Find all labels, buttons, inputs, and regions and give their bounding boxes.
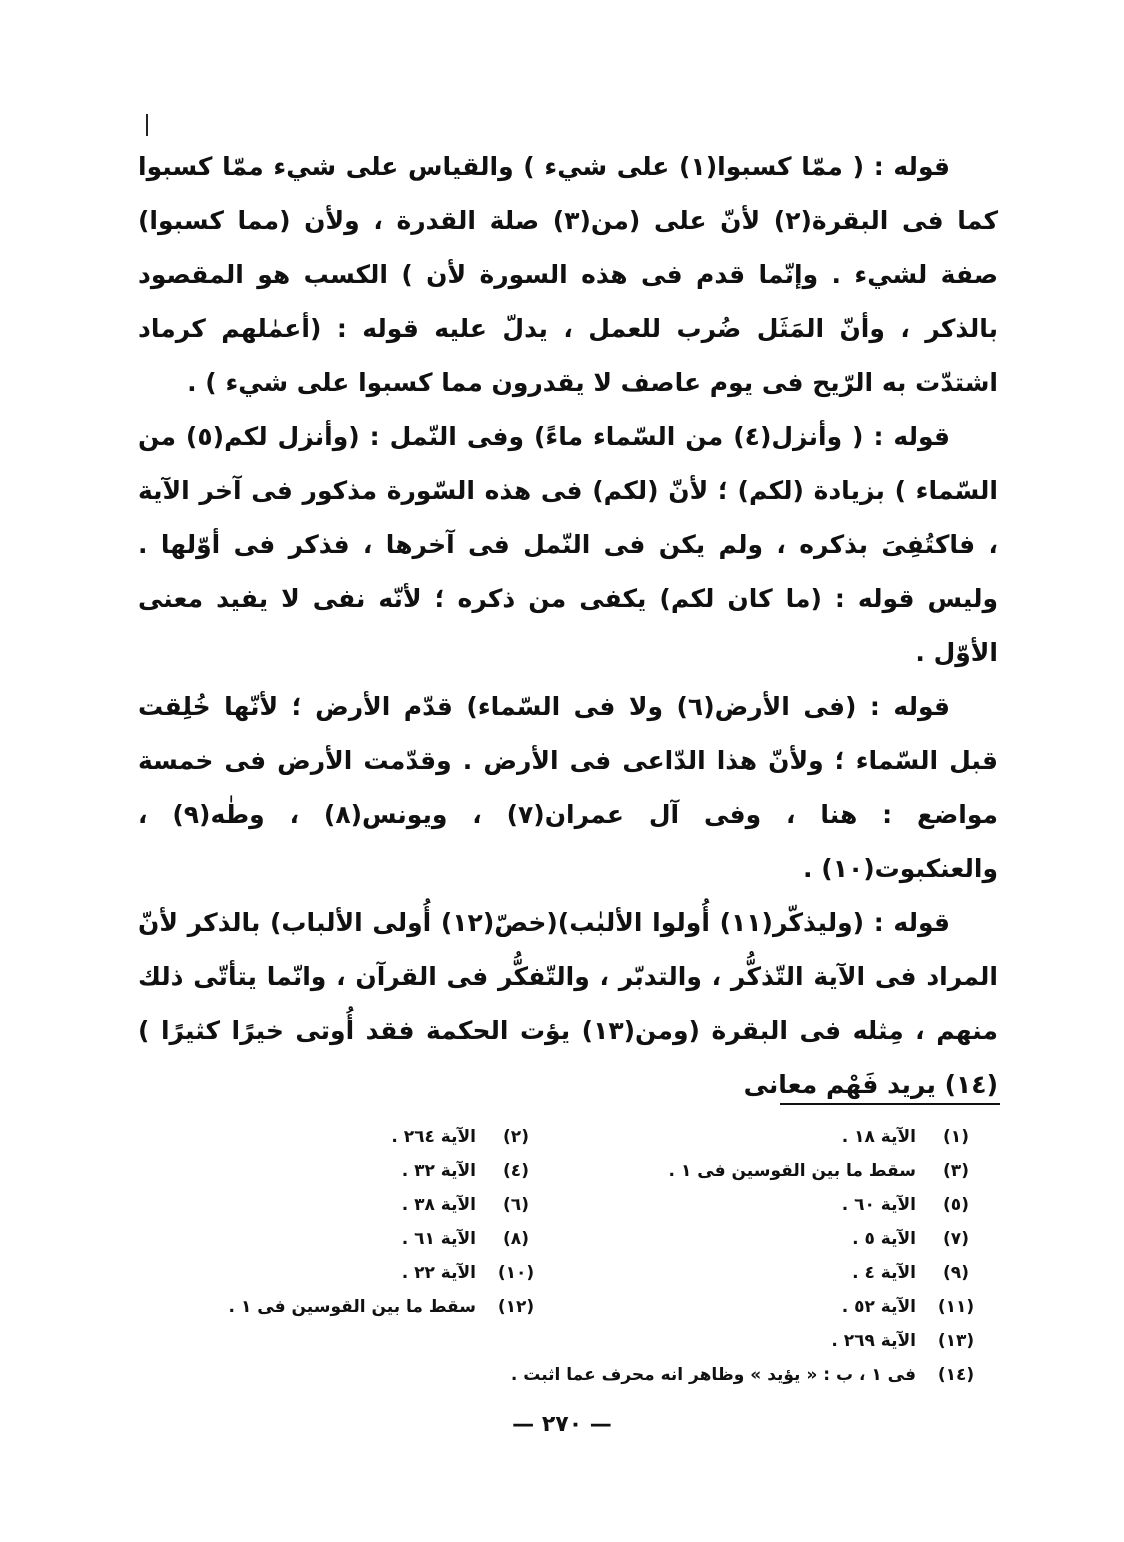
footnote-number: (٩) bbox=[943, 1263, 969, 1283]
footnotes-left-column bbox=[144, 1120, 544, 1324]
paragraph: قوله : ( ممّا كسبوا(١) على شيء ) والقياس على شيء ممّا كسبوا كما فى البقرة(٢) لأنّ على (من(٣) صلة القدرة ، ولأن (مما كسبوا) صفة لشيء . وإنّما قدم فى هذه السورة لأن ) الكسب هو المقصود بالذكر ، وأنّ المَثَل ضُرب للعمل ، يدلّ عليه قوله : (أعمٰلهم كرماد اشتدّت به الرّيح فى يوم عاصف لا يقدرون مما كسبوا على شيء ) . bbox=[138, 152, 998, 397]
main-text bbox=[138, 140, 998, 1112]
footnote-text: الآية ٦١ . bbox=[401, 1229, 476, 1249]
footnote-number: (٨) bbox=[503, 1229, 529, 1249]
footnote-number: (١٢) bbox=[497, 1297, 535, 1317]
footnote bbox=[144, 1290, 544, 1324]
footnote bbox=[524, 1154, 984, 1188]
footnote bbox=[524, 1290, 984, 1324]
footnote bbox=[144, 1188, 544, 1222]
scan-mark bbox=[146, 114, 148, 136]
paragraph: قوله : (وليذكّر(١١) أُولوا الألبٰب)(خصّ(١٢) أُولى الألباب) بالذكر لأنّ المراد فى الآية التّذكُّر ، والتدبّر ، والتّفكُّر فى القرآن ، وانّما يتأتّى ذلك منهم ، مِثله فى البقرة (ومن(١٣) يؤت الحكمة فقد أُوتى خيرًا كثيرًا )(١٤) يريد فَهْم معانى bbox=[138, 908, 998, 1099]
footnote-text: الآية ٥٢ . bbox=[841, 1297, 916, 1317]
footnote-text: الآية ٢٦٩ . bbox=[831, 1331, 916, 1351]
footnote-text: الآية ٤ . bbox=[852, 1263, 916, 1283]
footnote bbox=[524, 1188, 984, 1222]
page-number: — ٢٧٠ — bbox=[512, 1412, 612, 1437]
footnote bbox=[524, 1324, 984, 1358]
footnote-number: (١) bbox=[943, 1127, 969, 1147]
footnote-text: الآية ٣٨ . bbox=[401, 1195, 476, 1215]
footnote-text: الآية ٦٠ . bbox=[841, 1195, 916, 1215]
footnote bbox=[524, 1120, 984, 1154]
paragraph: قوله : ( وأنزل(٤) من السّماء ماءً) وفى النّمل : (وأنزل لكم(٥) من السّماء ) بزيادة (لكم) ؛ لأنّ (لكم) فى هذه السّورة مذكور فى آخر الآية ، فاكتُفِىَ بذكره ، ولم يكن فى النّمل فى آخرها ، فذكر فى أوّلها . وليس قوله : (ما كان لكم) يكفى من ذكره ؛ لأنّه نفى لا يفيد معنى الأوّل . bbox=[138, 422, 998, 667]
footnote-number: (١٠) bbox=[497, 1263, 535, 1283]
footnote-text: سقط ما بين القوسين فى ١ . bbox=[668, 1161, 916, 1181]
footnote-text: الآية ٥ . bbox=[852, 1229, 916, 1249]
footnote-text: سقط ما بين القوسين فى ١ . bbox=[228, 1297, 476, 1317]
footnote-number: (٤) bbox=[503, 1161, 529, 1181]
footnote-separator bbox=[780, 1103, 1000, 1105]
footnote-number: (١٤) bbox=[937, 1365, 975, 1385]
footnote bbox=[144, 1222, 544, 1256]
footnote-text: الآية ١٨ . bbox=[841, 1127, 916, 1147]
footnote-number: (٣) bbox=[943, 1161, 969, 1181]
footnote-number: (٧) bbox=[943, 1229, 969, 1249]
footnote-number: (٦) bbox=[503, 1195, 529, 1215]
footnote bbox=[144, 1154, 544, 1188]
footnote bbox=[144, 1120, 544, 1154]
footnote-text: الآية ٣٢ . bbox=[401, 1161, 476, 1181]
footnote bbox=[524, 1222, 984, 1256]
footnote-number: (١٣) bbox=[937, 1331, 975, 1351]
footnote-text: فى ١ ، ب : « يؤيد » وظاهر انه محرف عما اثبت . bbox=[510, 1365, 916, 1385]
footnote bbox=[144, 1256, 544, 1290]
footnote bbox=[524, 1256, 984, 1290]
footnote-number: (٢) bbox=[503, 1127, 529, 1147]
footnote bbox=[510, 1358, 984, 1392]
paragraph: قوله : (فى الأرض(٦) ولا فى السّماء) قدّم الأرض ؛ لأنّها خُلِقت قبل السّماء ؛ ولأنّ هذا الدّاعى فى الأرض . وقدّمت الأرض فى خمسة مواضع : هنا ، وفى آل عمران(٧) ، ويونس(٨) ، وطٰه(٩) ، والعنكبوت(١٠) . bbox=[138, 692, 998, 883]
footnote-text: الآية ٢٢ . bbox=[401, 1263, 476, 1283]
footnote-number: (٥) bbox=[943, 1195, 969, 1215]
footnote-text: الآية ٢٦٤ . bbox=[391, 1127, 476, 1147]
footnote-number: (١١) bbox=[937, 1297, 975, 1317]
